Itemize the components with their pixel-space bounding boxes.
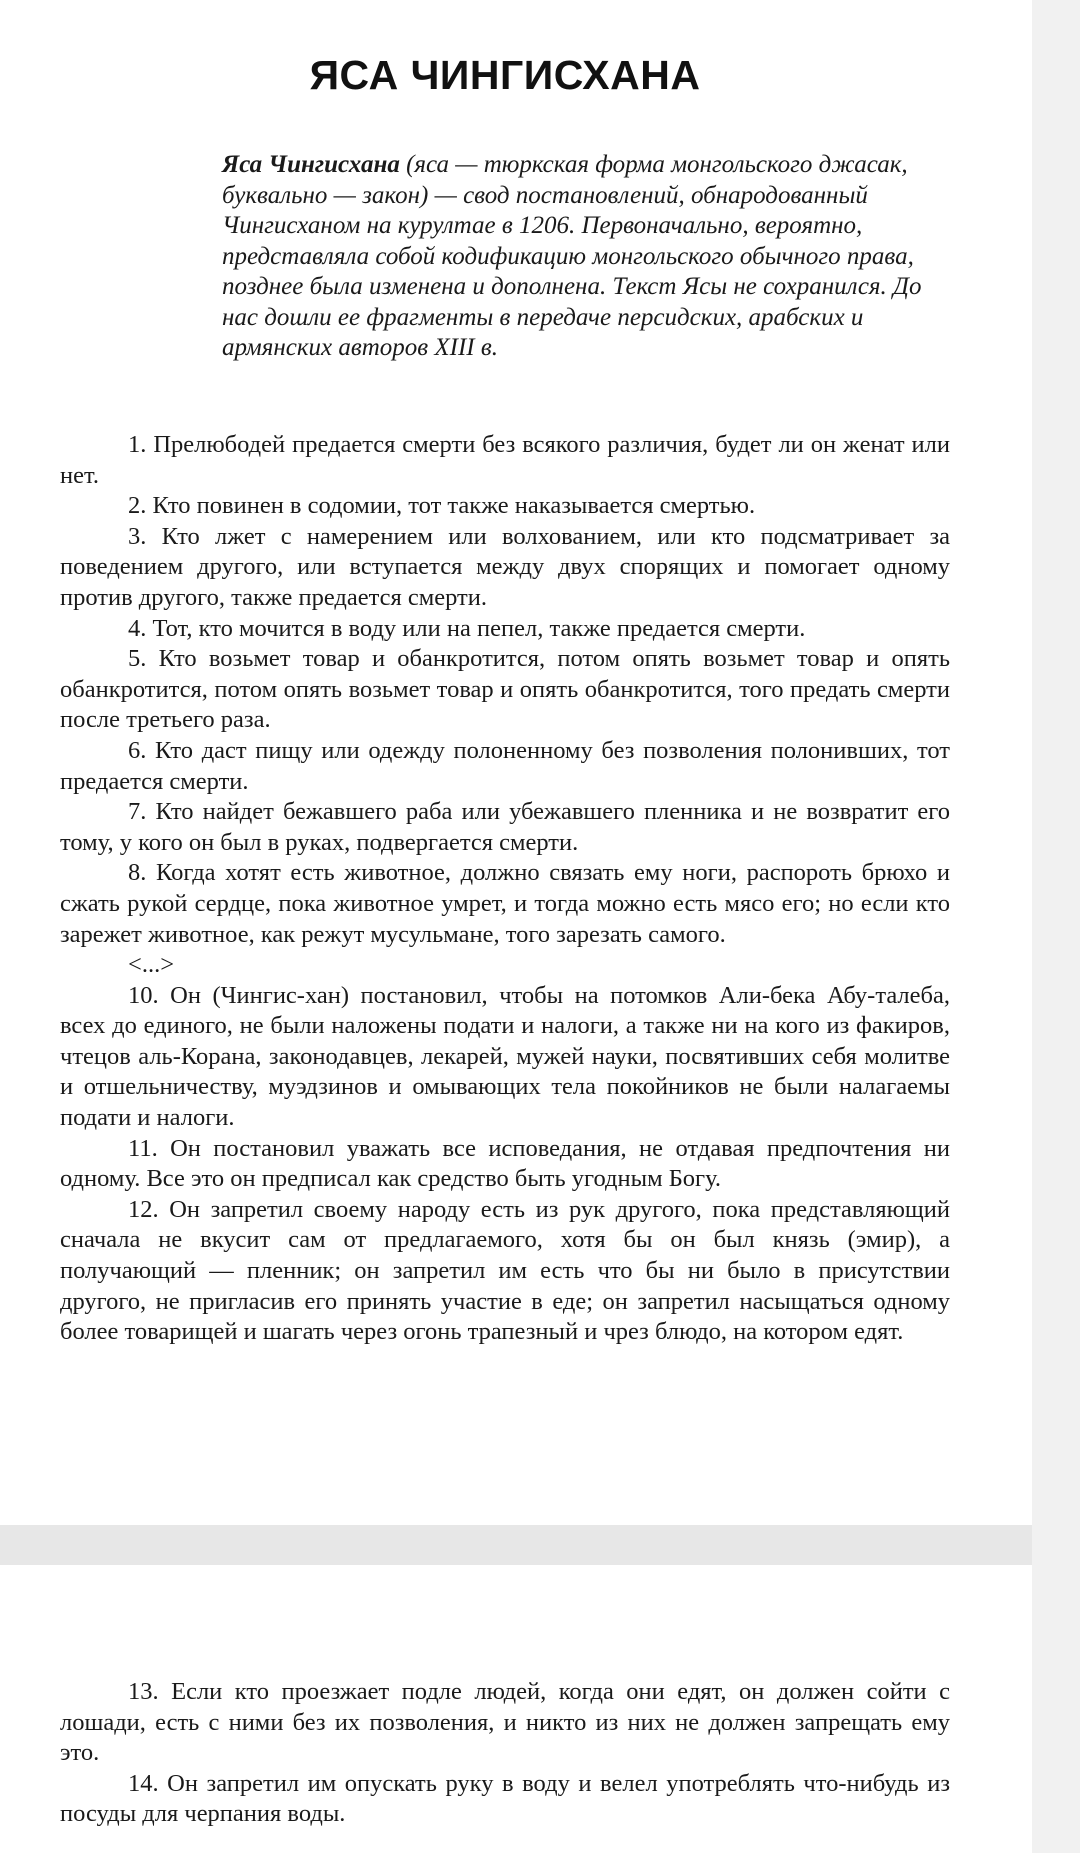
page-2-body <box>60 1677 950 1830</box>
page-title: ЯСА ЧИНГИСХАНА <box>309 52 701 98</box>
intro-paragraph <box>222 150 932 364</box>
law-paragraph: 6. Кто даст пищу или одежду полоненному без позволения полонивших, тот предается смерти. <box>60 736 950 795</box>
law-paragraph: 4. Тот, кто мочится в воду или на пепел, также предается смерти. <box>128 614 806 642</box>
omission-marker: <...> <box>128 951 175 979</box>
law-paragraph: 8. Когда хотят есть животное, должно связать ему ноги, распороть брюхо и сжать рукой сердце, пока животное умрет, и тогда можно есть мясо его; но если кто зарежет животное, как режут мусульмане, того зарезать самого. <box>60 859 950 948</box>
page-1-body <box>60 430 950 1348</box>
law-paragraph: 10. Он (Чингис-хан) постановил, чтобы на потомков Али-бека Абу-талеба, всех до единого, не были наложены подати и налоги, а также ни на кого из факиров, чтецов аль-Корана, законодавцев, лекарей, мужей науки, посвятивших себя молитве и отшельничеству, муэдзинов и омывающих тела покойников не были налагаемы подати и налоги. <box>60 981 950 1132</box>
document-page-2 <box>0 1565 1032 1853</box>
law-paragraph: 12. Он запретил своему народу есть из рук другого, пока представляющий сначала не вкусит сам от предлагаемого, хотя бы он был князь (эмир), а получающий — пленник; он запретил им есть что бы ни было в присутствии другого, не пригласив его принять участие в еде; он запретил насыщаться одному более товарищей и шагать через огонь трапезный и чрез блюдо, на котором едят. <box>60 1195 950 1346</box>
law-paragraph: 2. Кто повинен в содомии, тот также наказывается смертью. <box>128 492 756 520</box>
law-paragraph: 5. Кто возьмет товар и обанкротится, потом опять возьмет товар и опять обанкротится, потом опять возьмет товар и опять обанкротится, того предать смерти после третьего раза. <box>60 645 950 734</box>
law-paragraph: 1. Прелюбодей предается смерти без всякого различия, будет ли он женат или нет. <box>60 431 950 489</box>
law-paragraph: 11. Он постановил уважать все исповедания, не отдавая предпочтения ни одному. Все это он предписал как средство быть угодным Богу. <box>60 1134 950 1193</box>
law-paragraph: 7. Кто найдет бежавшего раба или убежавшего пленника и не возвратит его тому, у кого он был в руках, подвергается смерти. <box>60 798 950 856</box>
law-paragraph: 3. Кто лжет с намерением или волхованием, или кто подсматривает за поведением другого, или вступается между двух спорящих и помогает одному против другого, также предается смерти. <box>60 522 950 611</box>
intro-text: (яса — тюркская форма монгольского джасак, буквально — закон) — свод постановлений, обнародованный Чингисханом на курултае в 1206. Первоначально, вероятно, представляла собой кодификацию монгольского обычного права, позднее была изменена и дополнена. Текст Ясы не сохранился. До нас дошли ее фрагменты в передаче персидских, арабских и армянских авторов XIII в. <box>222 151 922 361</box>
law-paragraph: 13. Если кто проезжает подле людей, когда они едят, он должен сойти с лошади, есть с ними без их позволения, и никто из них не должен запрещать ему это. <box>60 1678 950 1767</box>
viewer-scroll-area[interactable] <box>1032 0 1080 1853</box>
law-paragraph: 14. Он запретил им опускать руку в воду и велел употреблять что-нибудь из посуды для черпания воды. <box>60 1769 950 1828</box>
intro-bold-term: Яса Чингисхана <box>222 151 400 178</box>
